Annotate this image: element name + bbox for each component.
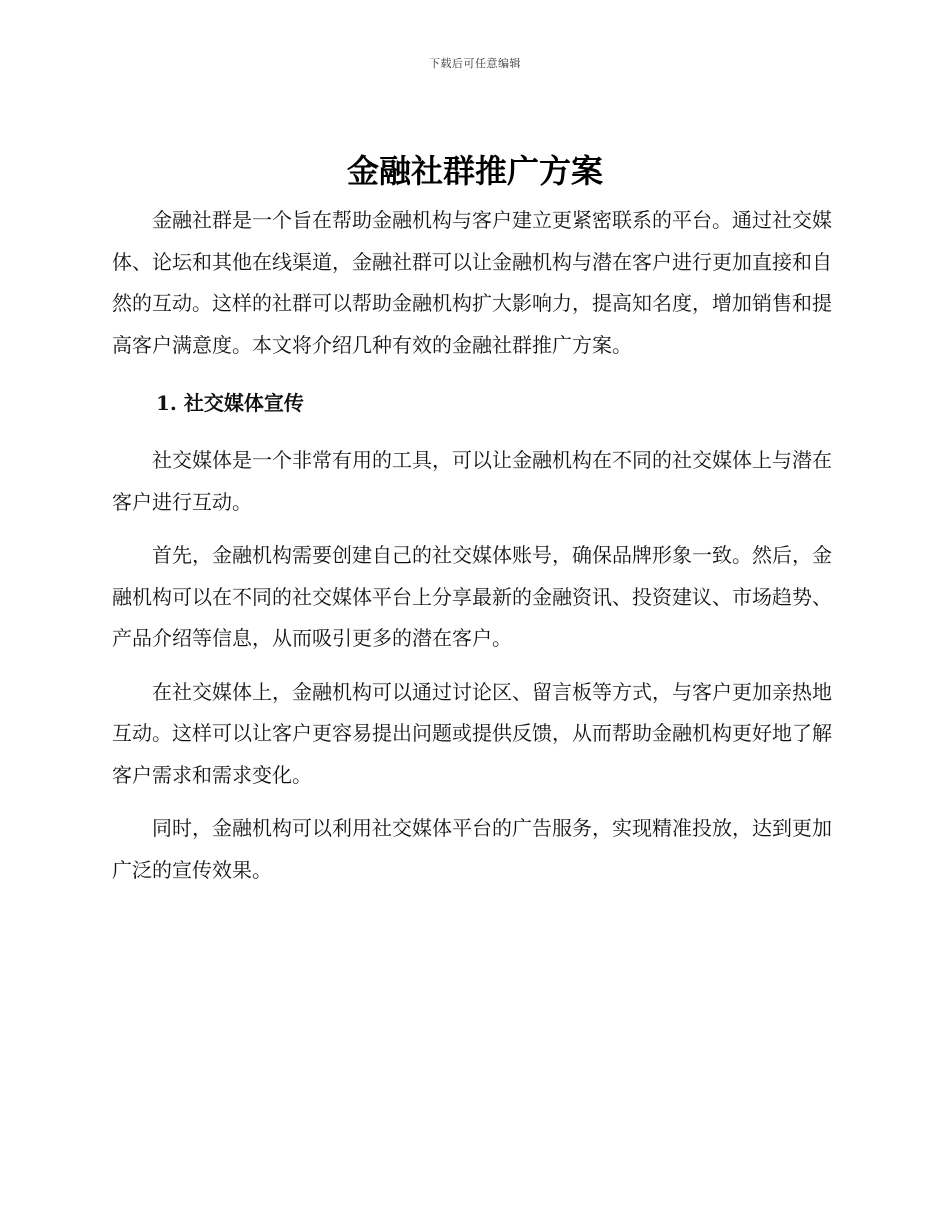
body-paragraph: 同时，金融机构可以利用社交媒体平台的广告服务，实现精准投放，达到更加广泛的宣传效果。	[112, 816, 832, 882]
body-paragraph: 首先，金融机构需要创建自己的社交媒体账号，确保品牌形象一致。然后，金融机构可以在不同的社交媒体平台上分享最新的金融资讯、投资建议、市场趋势、产品介绍等信息，从而吸引更多的潜在客户。	[112, 543, 832, 650]
document-title: 金融社群推广方案	[346, 152, 603, 190]
intro-paragraph: 金融社群是一个旨在帮助金融机构与客户建立更紧密联系的平台。通过社交媒体、论坛和其他在线渠道，金融社群可以让金融机构与潜在客户进行更加直接和自然的互动。这样的社群可以帮助金融机构扩大影响力，提高知名度，增加销售和提高客户满意度。本文将介绍几种有效的金融社群推广方案。	[112, 208, 832, 357]
header-note: 下载后可任意编辑	[429, 57, 521, 70]
body-paragraph: 社交媒体是一个非常有用的工具，可以让金融机构在不同的社交媒体上与潜在客户进行互动。	[112, 448, 832, 514]
document-body	[112, 200, 832, 891]
body-paragraph: 在社交媒体上，金融机构可以通过讨论区、留言板等方式，与客户更加亲热地互动。这样可以让客户更容易提出问题或提供反馈，从而帮助金融机构更好地了解客户需求和需求变化。	[112, 679, 832, 787]
section-heading: 1. 社交媒体宣传	[156, 391, 304, 415]
